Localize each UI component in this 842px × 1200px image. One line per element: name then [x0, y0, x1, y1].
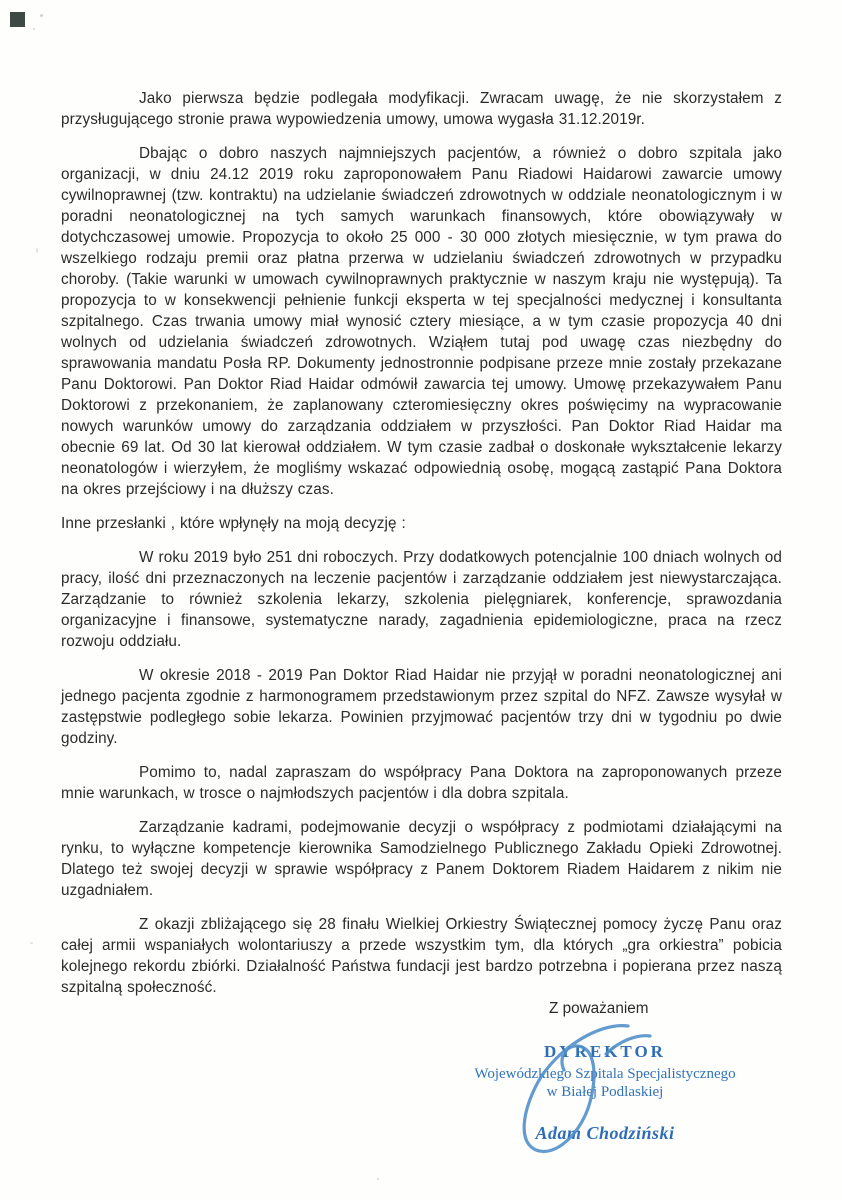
paragraph-invitation: Pomimo to, nadal zapraszam do współpracy Pana Doktora na zaproponowanych przeze mnie warunkach, w trosce o najmłodszych pacjentów i dla dobra szpitala. — [61, 764, 782, 802]
scan-speck — [377, 1178, 379, 1180]
paragraph-clinic-attendance: W okresie 2018 - 2019 Pan Doktor Riad Haidar nie przyjął w poradni neonatologicznej ani jednego pacjenta zgodnie z harmonogramem przedstawionym przez szpital do NFZ. Zawsze wysyłał w zastępstwie podległego sobie lekarza. Powinien przyjmować pacjentów trzy dni w tygodniu po dwie godziny. — [61, 667, 782, 747]
paragraph-management-competence: Zarządzanie kadrami, podejmowanie decyzji o współpracy z podmiotami działającymi na rynku, to wyłączne kompetencje kierownika Samodzielnego Publicznego Zakładu Opieki Zdrowotnej. Dlatego też swojej decyzji w sprawie współpracy z Panem Doktorem Riadem Haidarem z nikim nie uzgadniałem. — [61, 819, 782, 899]
signature-block — [400, 1042, 810, 1144]
stamp-title: DYREKTOR — [544, 1042, 666, 1061]
scan-speck — [30, 942, 33, 944]
closing-salutation: Z poważaniem — [549, 1000, 649, 1017]
paragraph-wosp-wishes: Z okazji zbliżającego się 28 finału Wielkiej Orkiestry Świątecznej pomocy życzę Panu oraz całej armii wspaniałych wolontariuszy a przede wszystkim tym, dla których „gra orkiestra” pobicia kolejnego rekordu zbiórki. Działalność Państwa fundacji jest bardzo potrzebna i popierana przez naszą szpitalną społeczność. — [61, 916, 782, 996]
paragraph-intro: Jako pierwsza będzie podlegała modyfikacji. Zwracam uwagę, że nie skorzystałem z przysługującego stronie prawa wypowiedzenia umowy, umowa wygasła 31.12.2019r. — [61, 90, 782, 128]
paragraph-reasons-intro: Inne przesłanki , które wpłynęły na moją decyzję : — [61, 515, 406, 532]
stamp-city: w Białej Podlaskiej — [546, 1084, 664, 1100]
letter-body — [61, 88, 782, 1011]
scan-artifact-square — [10, 12, 25, 27]
paragraph-contract-proposal: Dbając o dobro naszych najmniejszych pacjentów, a również o dobro szpitala jako organizacji, w dniu 24.12 2019 roku zaproponowałem Panu Riadowi Haidarowi zawarcie umowy cywilnoprawnej (tzw. kontraktu) na udzielanie świadczeń zdrowotnych w oddziale neonatologicznym i w poradni neonatologicznej na tych samych warunkach finansowych, które obowiązywały w dotychczasowej umowie. Propozycja to około 25 000 - 30 000 złotych miesięcznie, w tym prawa do wszelkiego rodzaju premii oraz płatna przerwa w udzielaniu świadczeń zdrowotnych w przypadku choroby. (Takie warunki w umowach cywilnoprawnych praktycznie w naszym kraju nie występują). Ta propozycja to w konsekwencji pełnienie funkcji eksperta w tej specjalności medycznej i konsultanta szpitalnego. Czas trwania umowy miał wynosić cztery miesiące, a w tym czasie propozycja 40 dni wolnych od udzielania świadczeń zdrowotnych. Wziąłem tutaj pod uwagę czas niezbędny do sprawowania mandatu Posła RP. Dokumenty jednostronnie podpisane przeze mnie zostały przekazane Panu Doktorowi. Pan Doktor Riad Haidar odmówił zawarcia tej umowy. Umowę przekazywałem Panu Doktorowi z przekonaniem, że zaplanowany czteromiesięczny okres poświęcimy na wypracowanie nowych warunków umowy do zarządzania oddziałem w przyszłości. Pan Doktor Riad Haidar ma obecnie 69 lat. Od 30 lat kierował oddziałem. W tym czasie zadbał o doskonałe wykształcenie lekarzy neonatologów i wierzyłem, że mogliśmy wskazać odpowiednią osobę, mogącą zastąpić Pana Doktora na okres przejściowy i na dłuższy czas. — [61, 145, 782, 498]
scan-speck — [40, 14, 43, 17]
scan-speck — [36, 248, 38, 253]
paragraph-working-days: W roku 2019 było 251 dni roboczych. Przy dodatkowych potencjalnie 100 dniach wolnych od pracy, ilość dni przeznaczonych na leczenie pacjentów i zarządzanie oddziałem jest niewystarczająca. Zarządzanie to również szkolenia lekarzy, szkolenia pielęgniarek, konferencje, sprawozdania organizacyjne i finansowe, systematyczne narady, zagadnienia epidemiologiczne, praca na rzecz rozwoju oddziału. — [61, 549, 782, 650]
scan-speck — [33, 28, 35, 30]
signer-name: Adam Chodziński — [535, 1123, 675, 1143]
stamp-hospital-name: Wojewódzkiego Szpitala Specjalistycznego — [474, 1066, 736, 1082]
